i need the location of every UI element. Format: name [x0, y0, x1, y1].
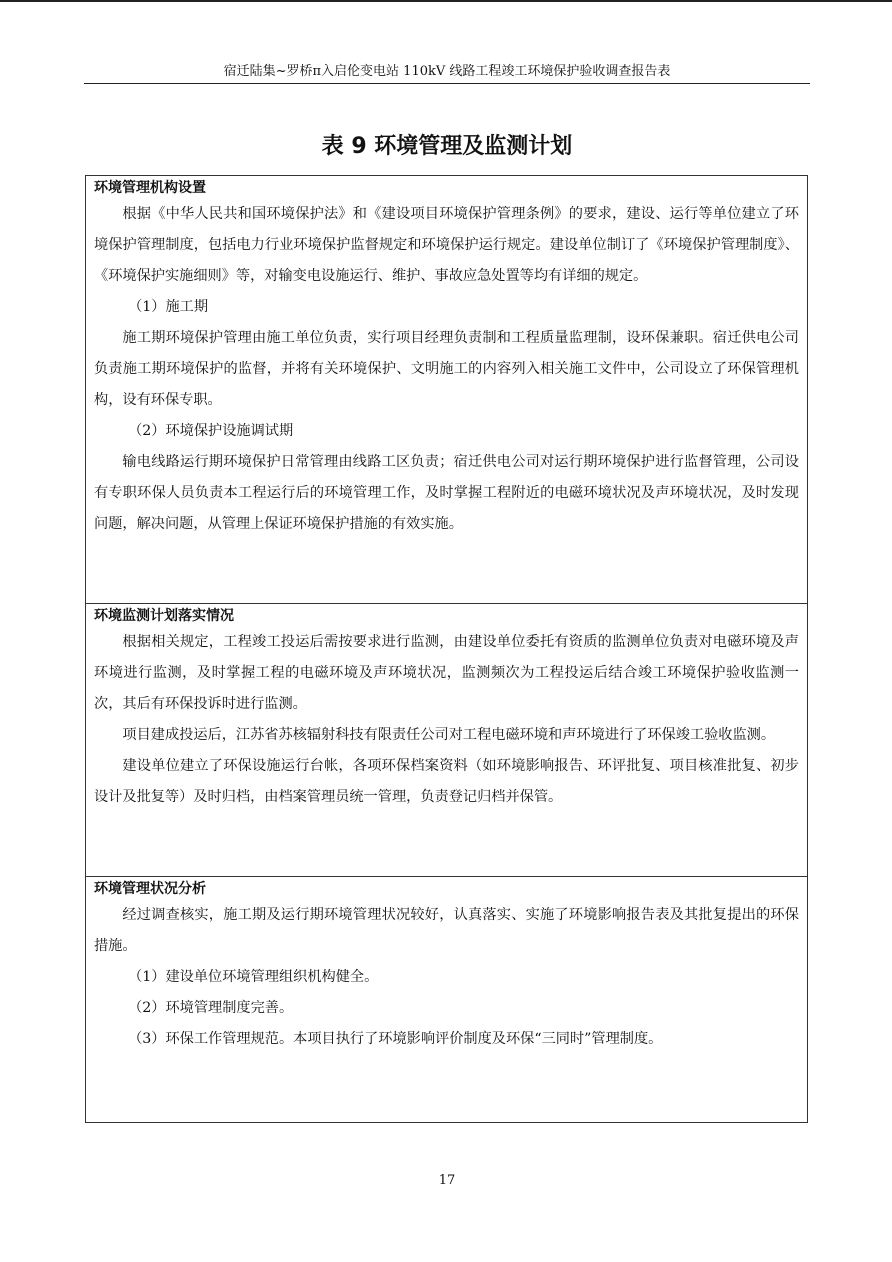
list-item: （3）环保工作管理规范。本项目执行了环境影响评价制度及环保“三同时”管理制度。 [128, 1031, 663, 1047]
top-border-rule [0, 0, 892, 2]
section-management-analysis [86, 876, 807, 1122]
list-item: （2）环境管理制度完善。 [128, 1000, 294, 1016]
running-header: 宿迁陆集~罗桥π入启伦变电站 110kV 线路工程竣工环境保护验收调查报告表 [223, 64, 671, 79]
section-heading: 环境监测计划落实情况 [94, 608, 234, 624]
section-management-organization [86, 176, 807, 603]
list-item: （2）环境保护设施调试期 [128, 423, 294, 439]
page-number: 17 [438, 1173, 456, 1188]
content-table [85, 175, 808, 1123]
table-title: 表 9 环境管理及监测计划 [321, 134, 573, 159]
section-heading: 环境管理状况分析 [94, 881, 206, 897]
section-monitoring-plan [86, 603, 807, 876]
paragraph: 建设单位建立了环保设施运行台帐，各项环保档案资料（如环境影响报告、环评批复、项目核准批复、初步设计及批复等）及时归档，由档案管理员统一管理，负责登记归档并保管。 [94, 758, 799, 805]
paragraph: 经过调查核实，施工期及运行期环境管理状况较好，认真落实、实施了环境影响报告表及其批复提出的环保措施。 [94, 907, 799, 954]
list-item: （1）施工期 [128, 299, 209, 315]
section-heading: 环境管理机构设置 [94, 180, 206, 196]
list-item: （1）建设单位环境管理组织机构健全。 [128, 969, 379, 985]
paragraph: 根据相关规定，工程竣工投运后需按要求进行监测，由建设单位委托有资质的监测单位负责对电磁环境及声环境进行监测，及时掌握工程的电磁环境及声环境状况，监测频次为工程投运后结合竣工环境保护验收监测一次，其后有环保投诉时进行监测。 [94, 634, 799, 712]
header-rule [84, 83, 810, 84]
paragraph: 施工期环境保护管理由施工单位负责，实行项目经理负责制和工程质量监理制，设环保兼职。宿迁供电公司负责施工期环境保护的监督，并将有关环境保护、文明施工的内容列入相关施工文件中，公司设立了环保管理机构，设有环保专职。 [94, 330, 799, 408]
paragraph: 输电线路运行期环境保护日常管理由线路工区负责；宿迁供电公司对运行期环境保护进行监督管理，公司设有专职环保人员负责本工程运行后的环境管理工作，及时掌握工程附近的电磁环境状况及声环境状况，及时发现问题，解决问题，从管理上保证环境保护措施的有效实施。 [94, 454, 799, 532]
paragraph: 项目建成投运后，江苏省苏核辐射科技有限责任公司对工程电磁环境和声环境进行了环保竣工验收监测。 [122, 727, 776, 743]
paragraph: 根据《中华人民共和国环境保护法》和《建设项目环境保护管理条例》的要求，建设、运行等单位建立了环境保护管理制度，包括电力行业环境保护监督规定和环境保护运行规定。建设单位制订了《环境保护管理制度》、《环境保护实施细则》等，对输变电设施运行、维护、事故应急处置等均有详细的规定。 [94, 206, 799, 284]
